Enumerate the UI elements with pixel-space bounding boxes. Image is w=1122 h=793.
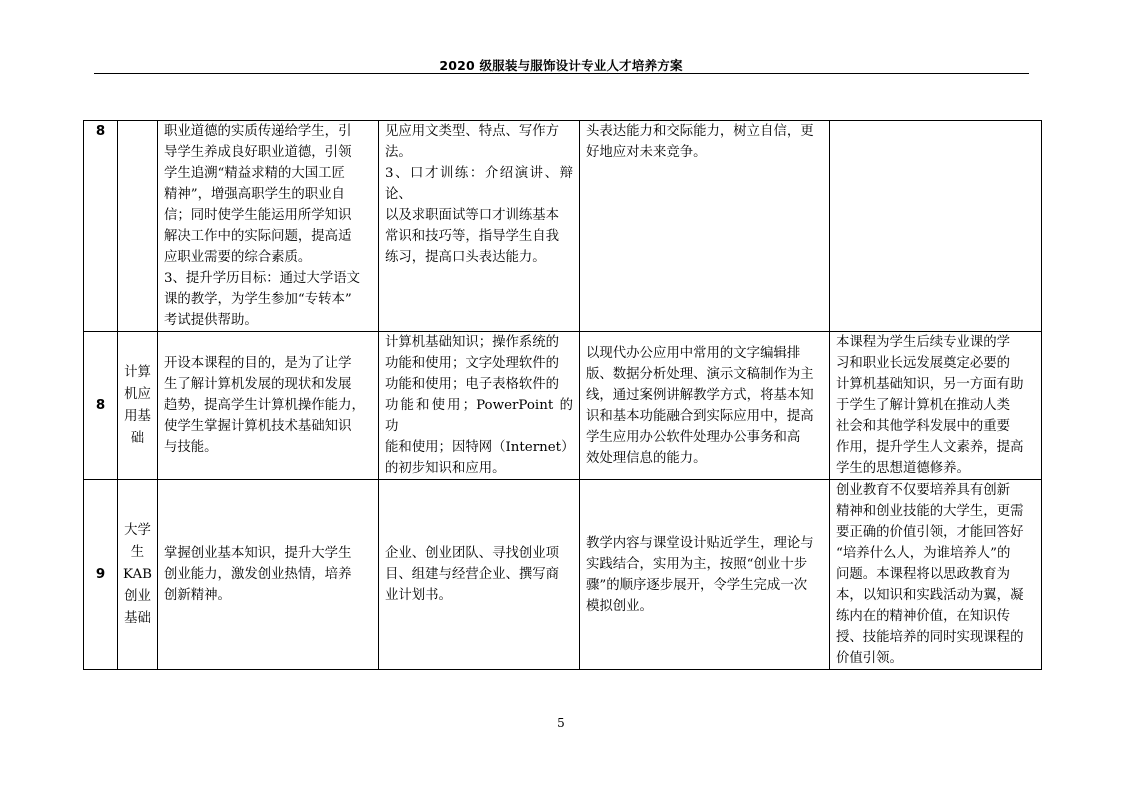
course-goal-cell: 职业道德的实质传递给学生，引 导学生养成良好职业道德，引领 学生追溯“精益求精的大国工匠 精神”，增强高职学生的职业自 信；同时使学生能运用所学知识 解决工作中的实际问题，提高适 应职业需要的综合素质。 3、提升学历目标：通过大学语文 课的教学，为学生参加“专转本” 考试提供帮助。 (158, 121, 379, 332)
ideology-cell (830, 121, 1042, 332)
table-row (84, 480, 1042, 670)
ideology-cell: 创业教育不仅要培养具有创新 精神和创业技能的大学生，更需 要正确的价值引领，才能回答好 “培养什么人，为谁培养人”的 问题。本课程将以思政教育为 本，以知识和实践活动为翼，凝 练内在的精神价值，在知识传 授、技能培养的同时实现课程的 价值引领。 (830, 480, 1042, 670)
course-goal-cell: 掌握创业基本知识，提升大学生 创业能力，激发创业热情，培养 创新精神。 (158, 480, 379, 670)
row-number: 9 (84, 480, 118, 670)
course-name-cell: 计算 机应 用基 础 (118, 332, 158, 480)
teaching-requirement-cell: 头表达能力和交际能力，树立自信，更 好地应对未来竞争。 (580, 121, 830, 332)
ideology-cell: 本课程为学生后续专业课的学 习和职业长远发展奠定必要的 计算机基础知识，另一方面有助 于学生了解计算机在推动人类 社会和其他学科发展中的重要 作用，提升学生人文素养，提高 学生的思想道德修养。 (830, 332, 1042, 480)
course-content-cell: 见应用文类型、特点、写作方 法。 3、口才训练：介绍演讲、辩论、 以及求职面试等口才训练基本 常识和技巧等，指导学生自我 练习，提高口头表达能力。 (379, 121, 580, 332)
course-plan-table (83, 120, 1042, 670)
page-number: 5 (557, 716, 565, 730)
teaching-requirement-cell: 以现代办公应用中常用的文字编辑排 版、数据分析处理、演示文稿制作为主 线，通过案例讲解教学方式，将基本知 识和基本功能融合到实际应用中，提高 学生应用办公软件处理办公事务和高 效处理信息的能力。 (580, 332, 830, 480)
course-content-cell: 计算机基础知识；操作系统的 功能和使用；文字处理软件的 功能和使用；电子表格软件的 功能和使用；PowerPoint 的功 能和使用；因特网（Internet） 的初步知识和应用。 (379, 332, 580, 480)
row-number: 8 (84, 332, 118, 480)
header-divider (94, 73, 1029, 74)
document-header-title: 2020 级服装与服饰设计专业人才培养方案 (439, 58, 683, 73)
course-name-cell: 大学 生 KAB 创业 基础 (118, 480, 158, 670)
table-row (84, 121, 1042, 332)
course-name-cell (118, 121, 158, 332)
course-content-cell: 企业、创业团队、寻找创业项 目、组建与经营企业、撰写商 业计划书。 (379, 480, 580, 670)
teaching-requirement-cell: 教学内容与课堂设计贴近学生，理论与 实践结合，实用为主，按照“创业十步 骤”的顺序逐步展开，令学生完成一次 模拟创业。 (580, 480, 830, 670)
course-goal-cell: 开设本课程的目的，是为了让学 生了解计算机发展的现状和发展 趋势，提高学生计算机操作能力， 使学生掌握计算机技术基础知识 与技能。 (158, 332, 379, 480)
row-number: 8 (84, 121, 118, 332)
table-row (84, 332, 1042, 480)
